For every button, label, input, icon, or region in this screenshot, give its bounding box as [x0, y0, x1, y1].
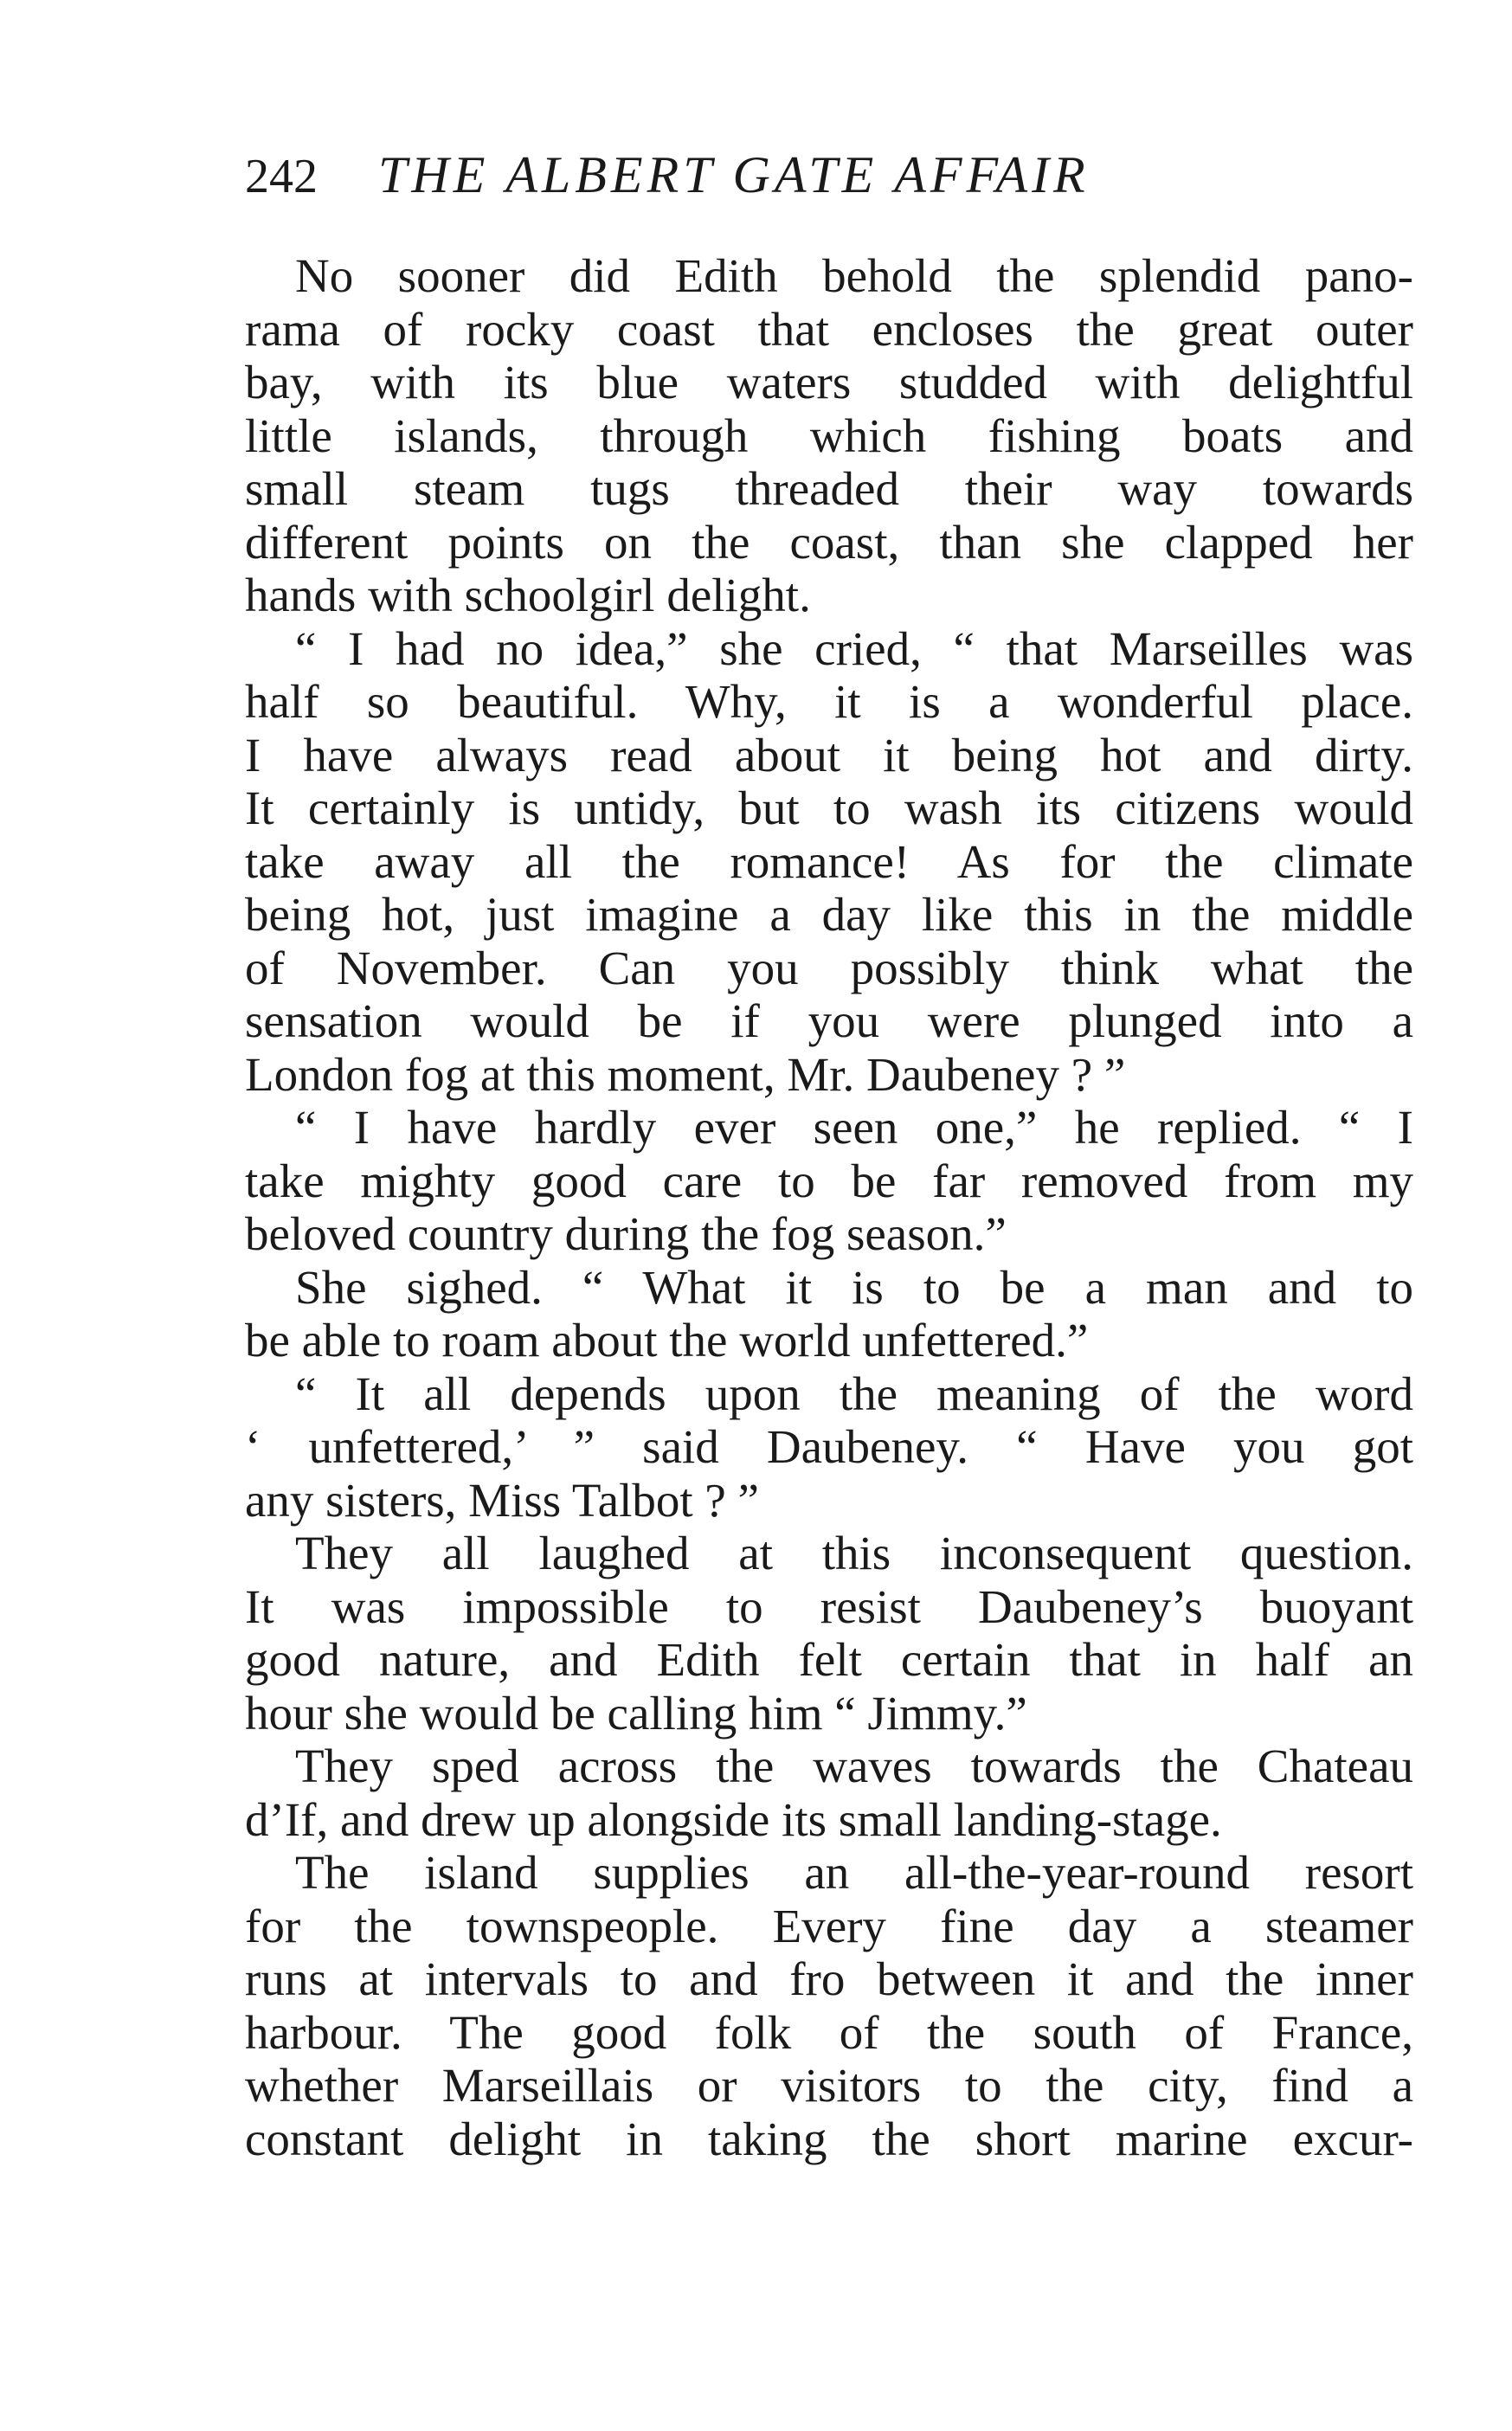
text-line: little islands, through which fishing boats and — [245, 408, 1413, 462]
text-line: “ It all depends upon the meaning of the word — [295, 1367, 1413, 1420]
text-line: I have always read about it being hot and dirty. — [245, 728, 1413, 781]
text-line: d’If, and drew up alongside its small landing-stage. — [245, 1792, 1222, 1846]
text-line: whether Marseillais or visitors to the city, find a — [245, 2059, 1413, 2112]
text-line: It certainly is untidy, but to wash its citizens would — [245, 781, 1413, 834]
text-line: They all laughed at this inconsequent question. — [295, 1527, 1413, 1579]
page-header — [245, 145, 1240, 215]
text-line: rama of rocky coast that encloses the great outer — [245, 302, 1413, 356]
text-line: different points on the coast, than she clapped her — [245, 515, 1413, 569]
text-line: No sooner did Edith behold the splendid pano- — [295, 249, 1413, 302]
text-line: of November. Can you possibly think what the — [245, 941, 1413, 994]
text-line: be able to roam about the world unfettered.” — [245, 1314, 1089, 1367]
text-line: They sped across the waves towards the Chateau — [295, 1740, 1413, 1792]
text-line: runs at intervals to and fro between it and the inner — [245, 1952, 1413, 2005]
text-line: any sisters, Miss Talbot ? ” — [245, 1473, 759, 1527]
text-line: hour she would be calling him “ Jimmy.” — [245, 1686, 1027, 1740]
text-line: “ I had no idea,” she cried, “ that Marseilles was — [295, 621, 1413, 675]
text-line: small steam tugs threaded their way towards — [245, 462, 1413, 515]
text-line: hands with schoolgirl delight. — [245, 569, 811, 621]
text-line: London fog at this moment, Mr. Daubeney ? ” — [245, 1047, 1126, 1101]
body-text — [245, 249, 1413, 2165]
text-line: The island supplies an all-the-year-round resort — [295, 1846, 1413, 1899]
text-line: for the townspeople. Every fine day a steamer — [245, 1899, 1413, 1952]
text-line: It was impossible to resist Daubeney’s buoyant — [245, 1579, 1413, 1633]
text-line: take mighty good care to be far removed from my — [245, 1154, 1413, 1207]
text-line: take away all the romance! As for the climate — [245, 834, 1413, 888]
text-line: harbour. The good folk of the south of France, — [245, 2005, 1413, 2059]
text-line: She sighed. “ What it is to be a man and to — [295, 1260, 1413, 1314]
text-line: being hot, just imagine a day like this in the middle — [245, 888, 1413, 941]
text-line: constant delight in taking the short marine excur- — [245, 2112, 1413, 2165]
running-title: THE ALBERT GATE AFFAIR — [378, 146, 1090, 203]
text-line: sensation would be if you were plunged into a — [245, 994, 1413, 1047]
text-line: ‘ unfettered,’ ” said Daubeney. “ Have you got — [245, 1420, 1413, 1473]
text-line: good nature, and Edith felt certain that in half an — [245, 1633, 1413, 1686]
text-line: bay, with its blue waters studded with delightful — [245, 356, 1413, 408]
page-number: 242 — [245, 150, 318, 203]
text-line: half so beautiful. Why, it is a wonderful place. — [245, 675, 1413, 728]
text-line: “ I have hardly ever seen one,” he replied. “ I — [295, 1101, 1413, 1154]
text-line: beloved country during the fog season.” — [245, 1207, 1007, 1260]
